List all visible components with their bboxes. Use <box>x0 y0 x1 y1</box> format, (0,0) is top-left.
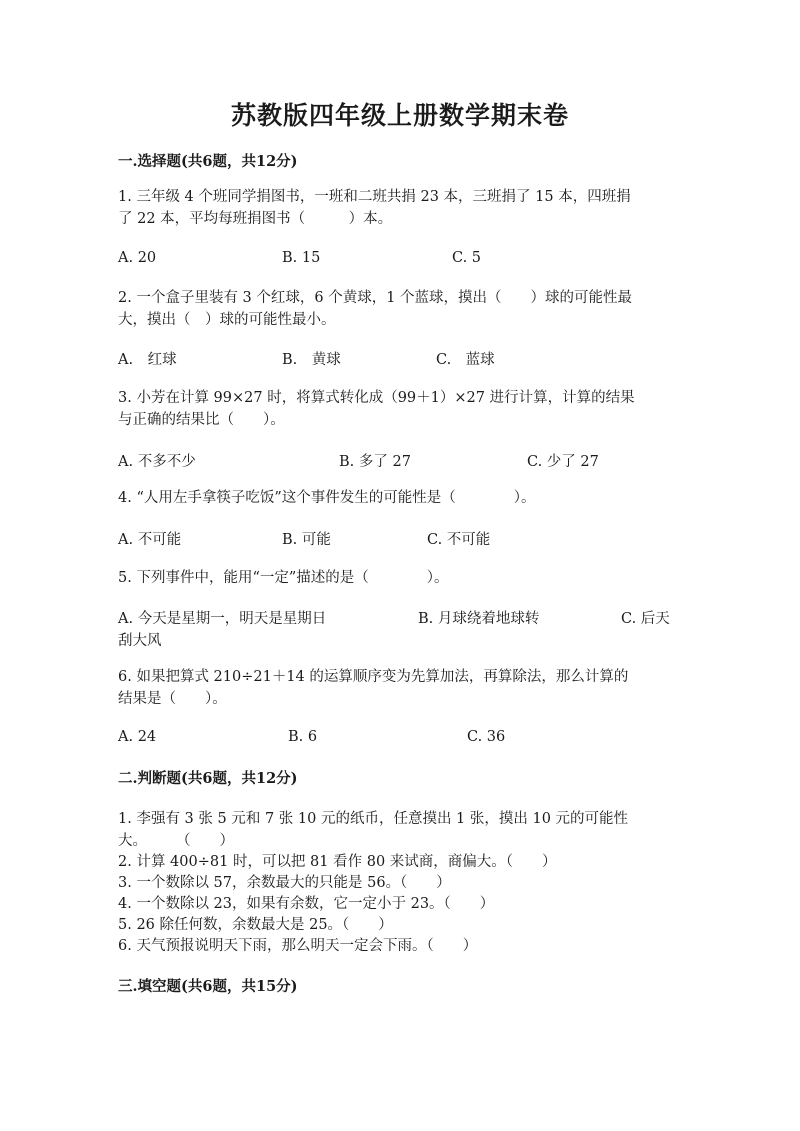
option-c[interactable]: C. 蓝球 <box>436 352 495 368</box>
question-line: 5. 下列事件中，能用“一定”描述的是（ ）。 <box>118 570 449 586</box>
question-line: 大，摸出（ ）球的可能性最小。 <box>118 312 336 328</box>
section-heading-fill: 三.填空题(共6题，共15分) <box>118 978 298 995</box>
judgment-line: 4. 一个数除以 23，如果有余数，它一定小于 23。（ ） <box>118 896 495 912</box>
judgment-line: 1. 李强有 3 张 5 元和 7 张 10 元的纸币，任意摸出 1 张，摸出 10 元的可能性 <box>118 811 629 827</box>
option-a[interactable]: A. 今天是星期一，明天是星期日 <box>118 611 327 627</box>
page-title: 苏教版四年级上册数学期末卷 <box>230 101 569 130</box>
question-text <box>118 666 688 710</box>
option-b[interactable]: B. 15 <box>282 250 321 266</box>
option-c[interactable]: C. 36 <box>467 729 506 745</box>
judgment-line: 6. 天气预报说明天下雨，那么明天一定会下雨。（ ） <box>118 938 478 954</box>
option-c[interactable]: C. 5 <box>452 250 482 266</box>
section-heading-judgment: 二.判断题(共6题，共12分) <box>118 770 298 787</box>
option-b[interactable]: B. 多了 27 <box>339 454 411 470</box>
option-row <box>118 729 688 749</box>
question-text <box>118 387 688 431</box>
section-heading-choice: 一.选择题(共6题，共12分) <box>118 153 298 170</box>
judgment-line: 2. 计算 400÷81 时，可以把 81 看作 80 来试商，商偏大。（ ） <box>118 854 557 870</box>
question-line: 2. 一个盒子里装有 3 个红球，6 个黄球，1 个蓝球，摸出（ ）球的可能性最 <box>118 290 633 306</box>
option-a[interactable]: A. 不可能 <box>118 532 182 548</box>
question-text <box>118 487 688 509</box>
option-b[interactable]: B. 月球绕着地球转 <box>418 611 540 627</box>
option-a[interactable]: A. 20 <box>118 250 157 266</box>
question-line: 4. “人用左手拿筷子吃饭”这个事件发生的可能性是（ ）。 <box>118 490 536 506</box>
option-b[interactable]: B. 黄球 <box>282 352 341 368</box>
option-row <box>118 450 688 470</box>
question-line: 了 22 本，平均每班捐图书（ ）本。 <box>118 211 393 227</box>
option-row <box>118 607 688 627</box>
option-row <box>118 250 688 270</box>
question-text <box>118 186 688 230</box>
option-row <box>118 348 688 368</box>
question-text <box>118 567 688 589</box>
option-a[interactable]: A. 24 <box>118 729 157 745</box>
option-c[interactable]: C. 不可能 <box>427 532 491 548</box>
question-text <box>118 287 688 331</box>
option-c[interactable]: C. 少了 27 <box>527 454 599 470</box>
judgment-line: 大。 （ ） <box>118 833 234 849</box>
judgment-line: 5. 26 除任何数，余数最大是 25。（ ） <box>118 917 393 933</box>
question-line: 与正确的结果比（ ）。 <box>118 412 285 428</box>
option-c-continued: 刮大风 <box>118 633 162 649</box>
option-c[interactable]: C. 后天 <box>621 611 670 627</box>
question-line: 3. 小芳在计算 99×27 时，将算式转化成（99＋1）×27 进行计算，计算的结果 <box>118 390 635 406</box>
question-line: 1. 三年级 4 个班同学捐图书，一班和二班共捐 23 本，三班捐了 15 本，四班捐 <box>118 189 631 205</box>
option-b[interactable]: B. 6 <box>288 729 318 745</box>
option-row <box>118 528 688 548</box>
question-line: 结果是（ ）。 <box>118 691 227 707</box>
option-a[interactable]: A. 不多不少 <box>118 454 196 470</box>
option-a[interactable]: A. 红球 <box>118 352 177 368</box>
judgment-line: 3. 一个数除以 57，余数最大的只能是 56。（ ） <box>118 875 451 891</box>
option-b[interactable]: B. 可能 <box>282 532 331 548</box>
question-line: 6. 如果把算式 210÷21＋14 的运算顺序变为先算加法，再算除法，那么计算的 <box>118 669 629 685</box>
